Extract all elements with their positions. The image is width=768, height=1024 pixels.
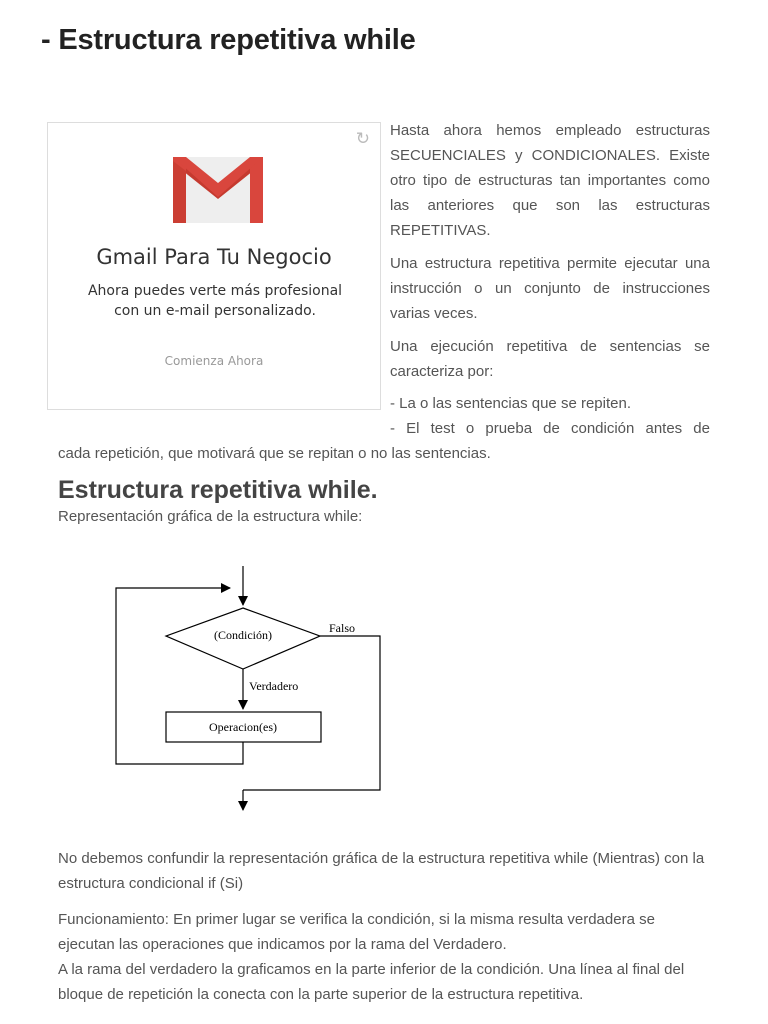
gmail-logo-icon <box>173 157 263 223</box>
intro-text <box>390 118 710 392</box>
intro-paragraph-2: Una estructura repetitiva permite ejecutar una instrucción o un conjunto de instrucciones varias veces. <box>390 255 710 322</box>
section-title: Estructura repetitiva while. <box>58 476 378 504</box>
ad-headline[interactable]: Gmail Para Tu Negocio <box>96 245 332 269</box>
intro-paragraph-1: Hasta ahora hemos empleado estructuras SECUENCIALES y CONDICIONALES. Existe otro tipo de estructuras tan importantes como las anteriores que son las estructuras REPETITIVAS. <box>390 122 710 239</box>
true-label: Verdadero <box>249 679 299 693</box>
page-title: - Estructura repetitiva while <box>41 24 416 56</box>
operation-label: Operacion(es) <box>209 720 277 734</box>
intro-paragraph-3: Una ejecución repetitiva de sentencias se caracteriza por: <box>390 338 710 380</box>
ad-body-line2: con un e-mail personalizado. <box>114 303 316 319</box>
diagram-caption: Representación gráfica de la estructura while: <box>58 508 363 525</box>
body-paragraph-1: No debemos confundir la representación gráfica de la estructura repetitiva while (Mientras) con la estructura condicional if (Si) <box>58 850 705 892</box>
condition-label: (Condición) <box>214 628 272 642</box>
ad-cta-link[interactable]: Comienza Ahora <box>164 354 264 368</box>
intro-item-2-part2: cada repetición, que motivará que se repitan o no las sentencias. <box>58 445 491 462</box>
ad-body-line1: Ahora puedes verte más profesional <box>87 283 343 299</box>
intro-item-2-part1: - El test o prueba de condición antes de <box>390 420 710 437</box>
refresh-icon[interactable]: ↻ <box>355 129 370 149</box>
false-label: Falso <box>329 621 356 635</box>
while-flowchart <box>100 560 400 820</box>
intro-item-1: - La o las sentencias que se repiten. <box>390 395 631 412</box>
ad-banner[interactable] <box>47 122 381 410</box>
ad-body <box>68 281 362 321</box>
body-paragraph-2-line1: Funcionamiento: En primer lugar se verifica la condición, si la misma resulta verdadera se ejecutan las operaciones que indicamos por la rama del Verdadero. <box>58 911 655 953</box>
body-paragraph-2-line2: A la rama del verdadero la graficamos en la parte inferior de la condición. Una línea al final del bloque de repetición la conecta con la parte superior de la estructura repetitiva. <box>58 961 685 1003</box>
